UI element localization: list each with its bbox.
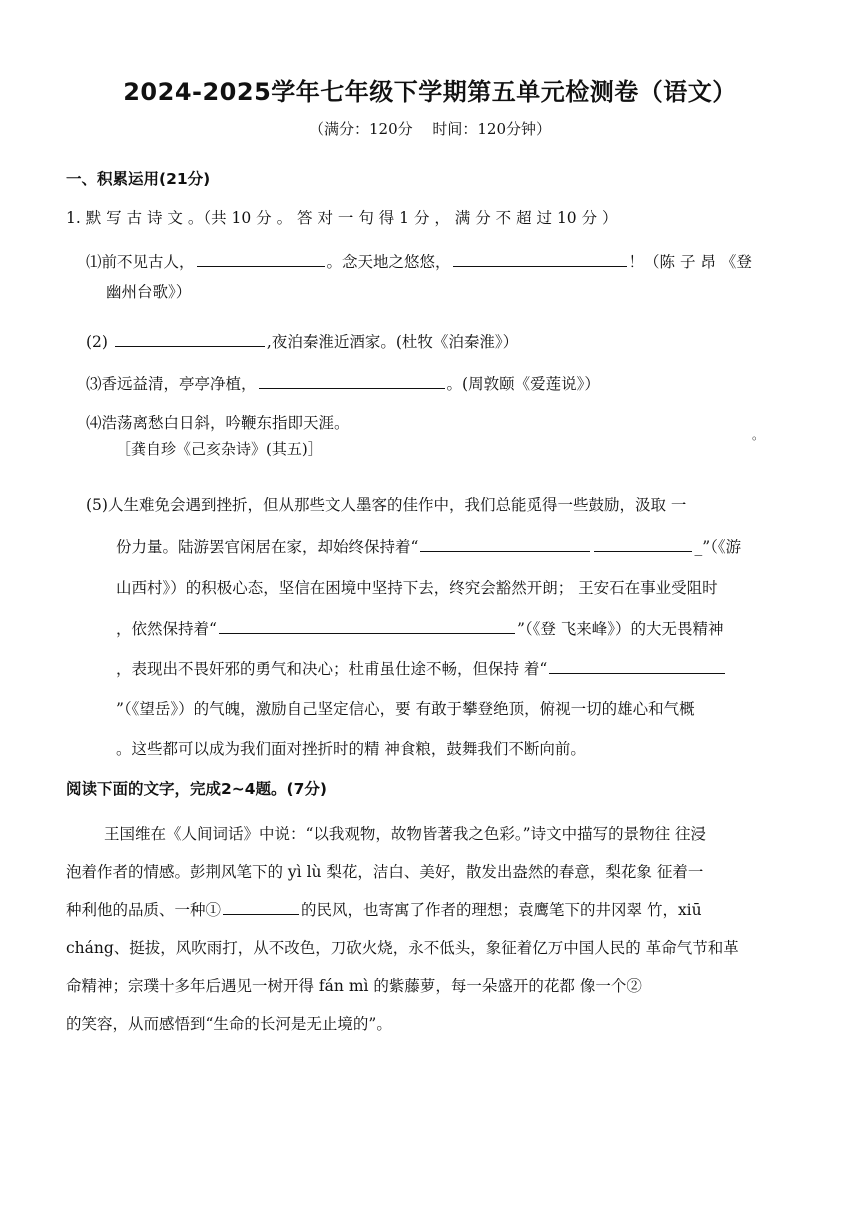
answer-blank[interactable] [453,250,627,267]
section-heading-1: 一、积累运用(21分) [66,170,211,188]
text: ！（陈 子 昂 《登 [628,253,752,271]
text: 香远益清，亭亭净植， [101,375,257,393]
question-1-5-line-7: 。这些都可以成为我们面对挫折时的精 神食粮，鼓舞我们不断向前。 [116,740,586,758]
reading-paragraph-line-4: cháng、挺拔，风吹雨打，从不改色，刀砍火烧，永不低头，象征着亿万中国人民的 革命气节和革 [66,939,739,957]
answer-blank[interactable] [549,657,725,674]
question-1-intro: 1. 默 写 古 诗 文 。（共 10 分 。 答 对 一 句 得 1 分 ， 满 分 不 超 过 10 分 ） [66,209,618,227]
question-1-5-line-6: ”（《望岳》）的气魄，激励自己坚定信心，要 有敢于攀登绝顶，俯视一切的雄心和气概 [116,700,695,718]
answer-blank[interactable] [594,535,692,552]
question-1-5-line-4 [116,617,724,639]
item-number: (2) [86,333,108,351]
question-1-5-line-3: 山西村》）的积极心态，坚信在困境中坚持下去，终究会豁然开朗； 王安石在事业受阻时 [116,579,718,597]
text: ，依然保持着“ [116,620,217,638]
question-1-4 [86,411,350,433]
question-1-2 [86,330,518,352]
text: 前不见古人， [101,253,195,271]
text: 人生难免会遇到挫折，但从那些文人墨客的佳作中，我们总能觅得一些鼓励，汲取 一 [107,496,687,514]
answer-blank[interactable] [420,535,590,552]
item-number: ⑶ [86,375,102,393]
question-1-1-source: 幽州台歌》） [106,283,192,301]
item-number: ⑷ [86,414,102,432]
question-1-3 [86,372,600,394]
reading-paragraph-line-5: 命精神；宗璞十多年后遇见一树开得 fán mì 的紫藤萝，每一朵盛开的花都 像一个② [66,977,642,995]
answer-blank[interactable] [223,898,299,915]
answer-blank[interactable] [259,372,445,389]
text: 种利他的品质、一种① [66,901,222,919]
text: 的民风，也寄寓了作者的理想；袁鹰笔下的井冈翠 竹，xiū [301,901,702,919]
text: ,夜泊秦淮近酒家。(杜牧《泊秦淮》） [266,333,519,351]
answer-blank[interactable] [219,617,515,634]
exam-title: 2024-2025学年七年级下学期第五单元检测卷（语文） [123,78,737,106]
text: 。念天地之悠悠， [326,253,451,271]
question-1-5-line-2 [116,535,741,557]
text: 浩荡离愁白日斜，吟鞭东指即天涯。 [101,414,350,432]
text: 。(周敦颐《爱莲说》） [446,375,600,393]
exam-subtitle: （满分：120分 时间：120分钟） [308,120,552,138]
question-1-4-source: ［龚自珍《己亥杂诗》(其五)］ [116,440,323,458]
reading-paragraph-line-3 [66,898,702,920]
question-1-1 [86,250,752,272]
text: _”（《游 [694,538,742,556]
reading-paragraph-line-6: 的笑容，从而感悟到“生命的长河是无止境的”。 [66,1015,392,1033]
reading-paragraph-line-2: 泡着作者的情感。彭荆风笔下的 yì lù 梨花，洁白、美好，散发出盎然的春意，梨花象 征着一 [66,863,704,881]
question-1-5-line-5 [116,657,727,679]
text: 份力量。陆游罢官闲居在家，却始终保持着“ [116,538,419,556]
text: ，表现出不畏奸邪的勇气和决心；杜甫虽仕途不畅，但保持 着“ [116,660,548,678]
item-number: (5) [86,496,108,514]
reading-paragraph-line-1: 王国维在《人间词话》中说：“以我观物，故物皆著我之色彩。”诗文中描写的景物往 往浸 [104,825,707,843]
answer-blank[interactable] [197,250,325,267]
item-number: ⑴ [86,253,102,271]
question-1-5-line-1 [86,493,686,515]
question-1-4-period: 。 [752,428,765,442]
section-heading-2: 阅读下面的文字，完成2~4题。(7分) [66,780,328,798]
text: ”（《登 飞来峰》）的大无畏精神 [516,620,724,638]
answer-blank[interactable] [115,330,265,347]
